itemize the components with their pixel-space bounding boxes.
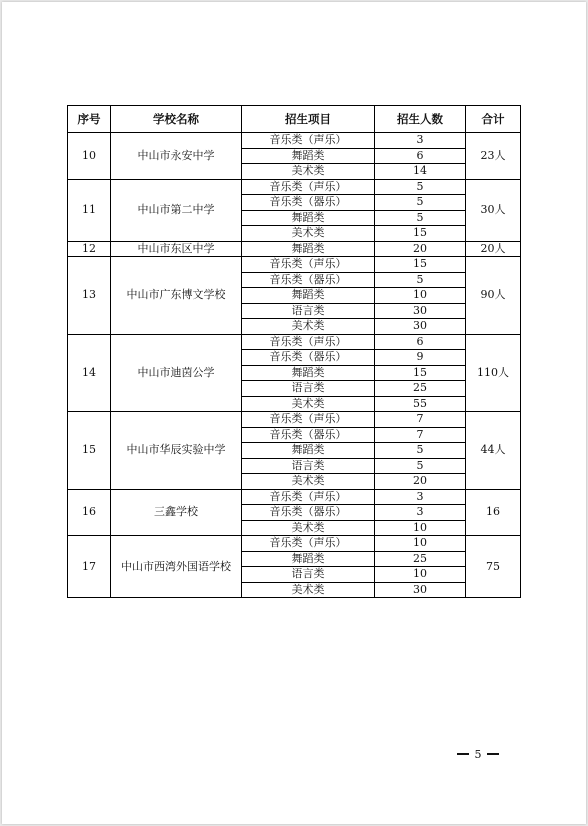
cell-school-name: 中山市东区中学 — [111, 241, 242, 257]
cell-enroll-item: 舞蹈类 — [242, 365, 375, 381]
cell-seq: 14 — [68, 334, 111, 412]
table-row — [68, 257, 521, 273]
table-row — [68, 241, 521, 257]
dash-right — [487, 753, 499, 755]
cell-enroll-count: 25 — [375, 551, 466, 567]
header-enroll-count: 招生人数 — [375, 106, 466, 133]
cell-seq: 17 — [68, 536, 111, 598]
cell-enroll-item: 语言类 — [242, 458, 375, 474]
cell-school-name: 中山市华辰实验中学 — [111, 412, 242, 490]
table-row — [68, 133, 521, 149]
cell-enroll-count: 5 — [375, 210, 466, 226]
cell-enroll-count: 10 — [375, 536, 466, 552]
cell-enroll-item: 音乐类（声乐） — [242, 489, 375, 505]
cell-enroll-item: 音乐类（器乐） — [242, 350, 375, 366]
cell-enroll-item: 音乐类（器乐） — [242, 272, 375, 288]
header-enroll-item: 招生项目 — [242, 106, 375, 133]
cell-enroll-item: 音乐类（器乐） — [242, 195, 375, 211]
cell-enroll-count: 5 — [375, 179, 466, 195]
cell-enroll-item: 舞蹈类 — [242, 210, 375, 226]
cell-enroll-count: 5 — [375, 195, 466, 211]
dash-left — [457, 753, 469, 755]
page-number — [457, 746, 499, 762]
header-seq: 序号 — [68, 106, 111, 133]
cell-total: 110人 — [466, 334, 521, 412]
page-number-value: 5 — [474, 747, 482, 761]
cell-enroll-count: 15 — [375, 365, 466, 381]
cell-total: 20人 — [466, 241, 521, 257]
cell-enroll-item: 音乐类（声乐） — [242, 257, 375, 273]
cell-total: 30人 — [466, 179, 521, 241]
cell-seq: 16 — [68, 489, 111, 536]
header-total: 合计 — [466, 106, 521, 133]
table-row — [68, 412, 521, 428]
cell-enroll-item: 音乐类（声乐） — [242, 179, 375, 195]
cell-enroll-count: 5 — [375, 272, 466, 288]
cell-enroll-count: 5 — [375, 443, 466, 459]
cell-enroll-count: 30 — [375, 303, 466, 319]
cell-enroll-count: 6 — [375, 334, 466, 350]
cell-enroll-item: 舞蹈类 — [242, 241, 375, 257]
cell-enroll-item: 舞蹈类 — [242, 148, 375, 164]
enrollment-table — [67, 105, 521, 598]
cell-total: 16 — [466, 489, 521, 536]
cell-seq: 13 — [68, 257, 111, 335]
table-row — [68, 489, 521, 505]
cell-enroll-count: 30 — [375, 319, 466, 335]
cell-school-name: 中山市广东博文学校 — [111, 257, 242, 335]
cell-seq: 12 — [68, 241, 111, 257]
document-page — [2, 2, 586, 824]
cell-enroll-count: 9 — [375, 350, 466, 366]
cell-school-name: 中山市迪茵公学 — [111, 334, 242, 412]
cell-enroll-count: 55 — [375, 396, 466, 412]
cell-enroll-count: 10 — [375, 567, 466, 583]
cell-school-name: 中山市西湾外国语学校 — [111, 536, 242, 598]
cell-enroll-count: 20 — [375, 241, 466, 257]
table-row — [68, 536, 521, 552]
cell-total: 23人 — [466, 133, 521, 180]
header-school-name: 学校名称 — [111, 106, 242, 133]
cell-seq: 11 — [68, 179, 111, 241]
cell-enroll-item: 语言类 — [242, 381, 375, 397]
cell-enroll-count: 3 — [375, 505, 466, 521]
cell-school-name: 三鑫学校 — [111, 489, 242, 536]
cell-school-name: 中山市永安中学 — [111, 133, 242, 180]
cell-enroll-item: 音乐类（器乐） — [242, 427, 375, 443]
cell-enroll-count: 6 — [375, 148, 466, 164]
cell-enroll-count: 7 — [375, 427, 466, 443]
cell-enroll-count: 3 — [375, 489, 466, 505]
cell-enroll-item: 音乐类（声乐） — [242, 536, 375, 552]
table-body — [68, 133, 521, 598]
cell-enroll-item: 美术类 — [242, 474, 375, 490]
cell-enroll-item: 音乐类（声乐） — [242, 133, 375, 149]
cell-enroll-count: 10 — [375, 288, 466, 304]
cell-enroll-item: 舞蹈类 — [242, 288, 375, 304]
cell-enroll-count: 25 — [375, 381, 466, 397]
cell-enroll-item: 语言类 — [242, 303, 375, 319]
cell-enroll-count: 14 — [375, 164, 466, 180]
cell-seq: 10 — [68, 133, 111, 180]
cell-enroll-count: 3 — [375, 133, 466, 149]
cell-enroll-item: 舞蹈类 — [242, 551, 375, 567]
cell-total: 90人 — [466, 257, 521, 335]
cell-enroll-item: 音乐类（声乐） — [242, 334, 375, 350]
cell-enroll-count: 7 — [375, 412, 466, 428]
cell-enroll-item: 美术类 — [242, 226, 375, 242]
cell-enroll-item: 音乐类（器乐） — [242, 505, 375, 521]
cell-school-name: 中山市第二中学 — [111, 179, 242, 241]
cell-enroll-item: 美术类 — [242, 319, 375, 335]
cell-total: 75 — [466, 536, 521, 598]
cell-total: 44人 — [466, 412, 521, 490]
table-row — [68, 334, 521, 350]
cell-enroll-item: 美术类 — [242, 520, 375, 536]
cell-enroll-count: 10 — [375, 520, 466, 536]
cell-enroll-item: 美术类 — [242, 582, 375, 598]
cell-enroll-count: 30 — [375, 582, 466, 598]
table-row — [68, 179, 521, 195]
cell-enroll-item: 美术类 — [242, 396, 375, 412]
cell-enroll-item: 美术类 — [242, 164, 375, 180]
cell-enroll-item: 舞蹈类 — [242, 443, 375, 459]
cell-seq: 15 — [68, 412, 111, 490]
cell-enroll-count: 15 — [375, 226, 466, 242]
cell-enroll-item: 语言类 — [242, 567, 375, 583]
cell-enroll-count: 20 — [375, 474, 466, 490]
cell-enroll-count: 15 — [375, 257, 466, 273]
cell-enroll-item: 音乐类（声乐） — [242, 412, 375, 428]
table-header-row — [68, 106, 521, 133]
cell-enroll-count: 5 — [375, 458, 466, 474]
